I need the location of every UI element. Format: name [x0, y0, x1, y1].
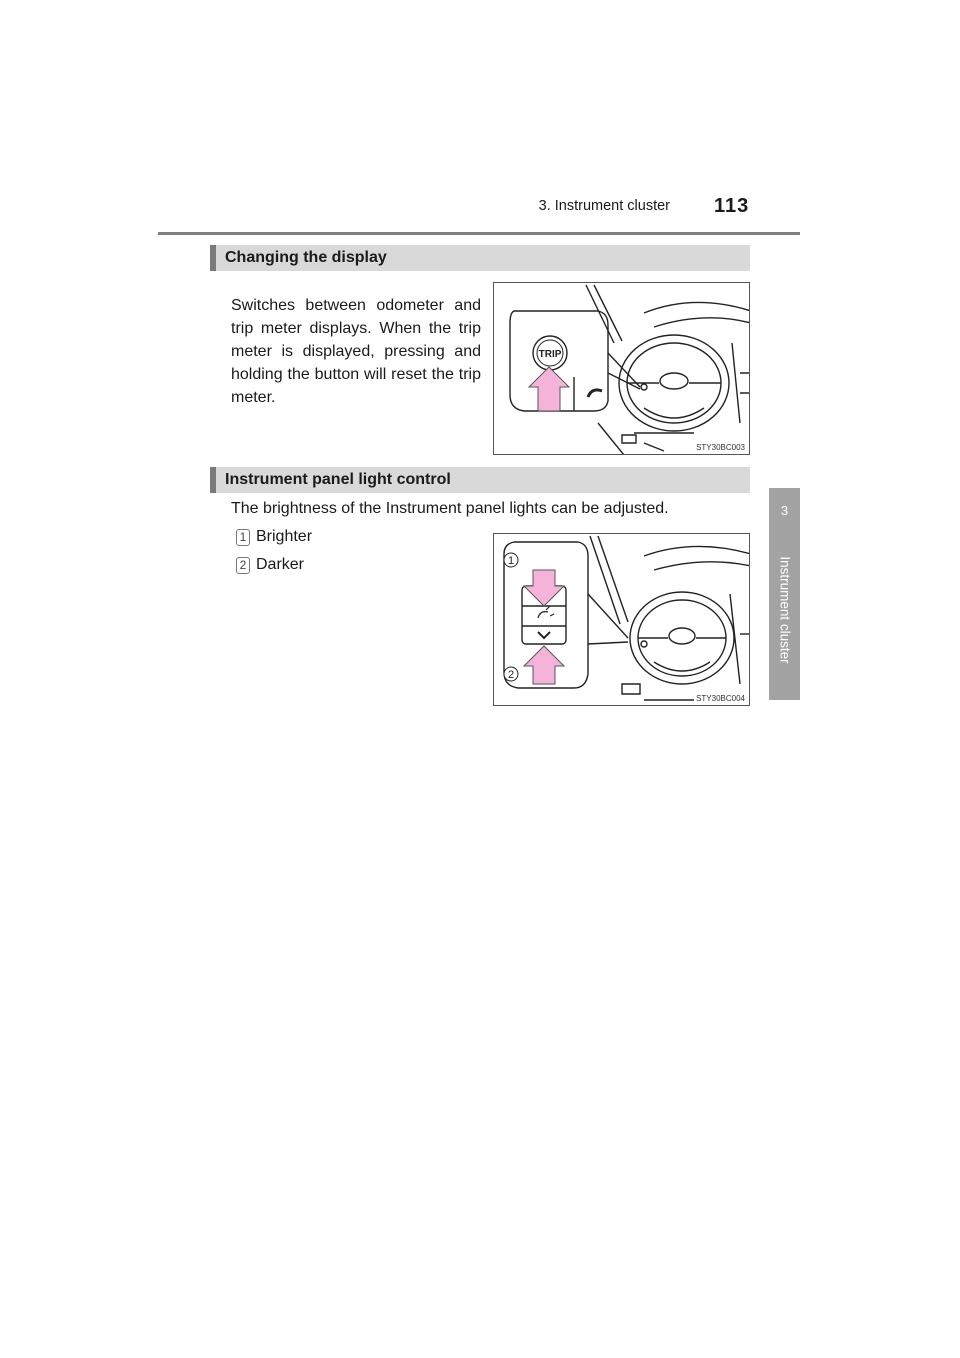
figure-code: STY30BC003	[696, 443, 745, 452]
item-label: Brighter	[256, 528, 313, 545]
section-body-panel-light: The brightness of the Instrument panel lights can be adjusted.	[231, 500, 669, 517]
section-body-changing-display: Switches between odometer and trip meter displays. When the trip meter is displayed, pressing and holding the button will reset the trip meter.	[231, 297, 481, 406]
trip-button-illustration	[493, 282, 750, 455]
chapter-tab-label	[768, 542, 802, 677]
callout-2-label: 2	[507, 669, 515, 681]
list-item	[236, 556, 304, 574]
running-header-section: 3. Instrument cluster	[538, 198, 670, 214]
section-heading-title: Changing the display	[225, 249, 387, 266]
section-heading-accent	[210, 467, 216, 493]
list-item	[236, 528, 312, 546]
chapter-tab-label-text: Instrument cluster	[777, 555, 793, 664]
press-arrow-icon	[529, 367, 569, 411]
section-heading-changing-display	[210, 245, 750, 271]
chapter-tab-number: 3	[780, 503, 789, 518]
callout-1-label: 1	[507, 555, 515, 567]
page-number: 113	[714, 195, 750, 217]
section-heading-accent	[210, 245, 216, 271]
item-number-badge: 2	[236, 557, 250, 574]
brighter-arrow-icon	[524, 570, 564, 606]
panel-light-drawing	[494, 534, 750, 706]
figure-code: STY30BC004	[696, 694, 745, 703]
darker-arrow-icon	[524, 646, 564, 684]
item-number-badge: 1	[236, 529, 250, 546]
section-heading-title: Instrument panel light control	[225, 471, 451, 488]
item-label: Darker	[256, 556, 305, 573]
panel-light-illustration	[493, 533, 750, 706]
trip-button-drawing	[494, 283, 750, 455]
section-heading-panel-light	[210, 467, 750, 493]
header-divider	[158, 232, 800, 235]
trip-button-label: TRIP	[538, 349, 562, 360]
